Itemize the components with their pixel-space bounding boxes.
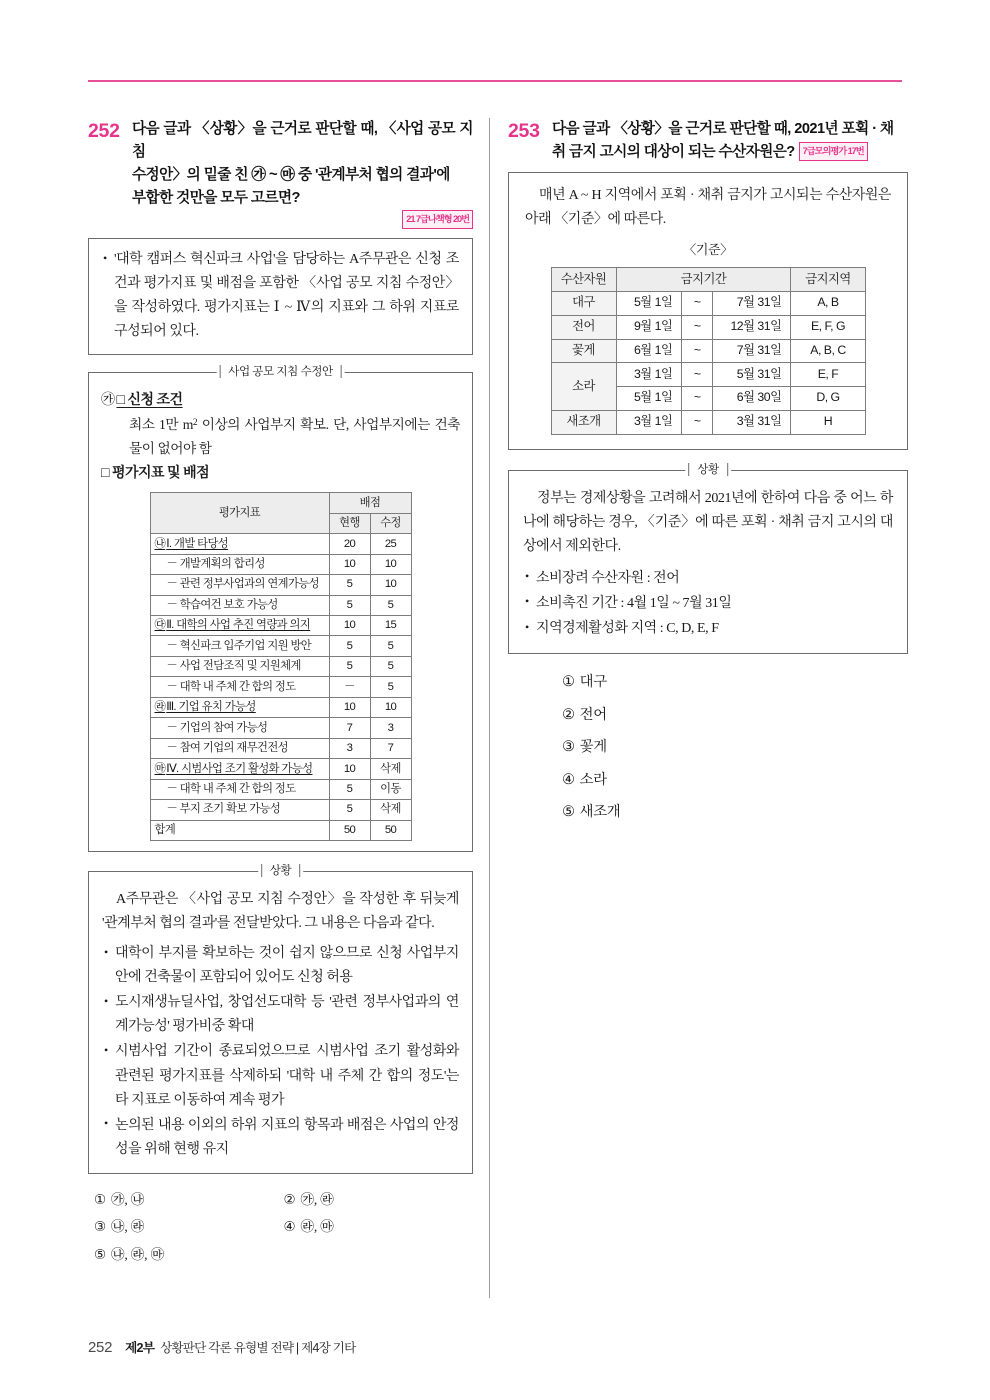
evaluation-row-label: ㉲Ⅳ. 시범사업 조기 활성화 가능성 — [150, 759, 329, 779]
footer-page-number: 252 — [88, 1339, 113, 1356]
footer-chapter: 상황판단 각론 유형별 전략 | 제4장 기타 — [160, 1341, 356, 1355]
passage-bullet-item: • '대학 캠퍼스 혁신파크 사업'을 담당하는 A주무관은 신청 조건과 평가지표 및 배점을 포함한 〈사업 공모 지침 수정안〉을 작성하였다. 평가지표는 Ⅰ ~ Ⅳ의 지표와 그 하위 지표로 구성되어 있다. — [101, 248, 459, 344]
fisheries-row-end: 7월 31일 — [713, 339, 791, 363]
evaluation-table-row — [150, 779, 411, 799]
fisheries-row-start: 3월 1일 — [616, 363, 682, 387]
choice-number: ⑤ — [562, 804, 575, 821]
evaluation-row-current: 5 — [329, 636, 370, 656]
evaluation-row-label: － 기업의 참여 가능성 — [150, 718, 329, 738]
situation-253-bullets — [523, 567, 893, 641]
criteria-box — [508, 172, 908, 450]
question-253-number: 253 — [508, 120, 540, 142]
question-253-situation-box — [508, 463, 908, 654]
question-253-source-badge: 7급모의평가 17번 — [799, 142, 868, 161]
fisheries-row-start: 5월 1일 — [616, 387, 682, 411]
choice-option[interactable] — [284, 1215, 474, 1235]
question-252-number: 252 — [88, 120, 120, 142]
fisheries-row-end: 6월 30일 — [713, 387, 791, 411]
evaluation-table-row — [150, 718, 411, 738]
evaluation-row-label: － 혁신파크 입주기업 지원 방안 — [150, 636, 329, 656]
fisheries-row-resource: 대구 — [551, 292, 616, 316]
right-column — [508, 118, 908, 833]
evaluation-row-label: － 대학 내 주체 간 합의 정도 — [150, 779, 329, 799]
question-252-prompt-line3: 부합한 것만을 모두 고르면? — [132, 190, 300, 207]
evaluation-table-row — [150, 595, 411, 615]
evaluation-header-indicator: 평가지표 — [150, 493, 329, 534]
evaluation-row-revised: 5 — [370, 595, 411, 615]
fisheries-table-row — [551, 410, 865, 434]
evaluation-row-label: － 개발계획의 합리성 — [150, 554, 329, 574]
criteria-intro: 매년 A ~ H 지역에서 포획 · 채취 금지가 고시되는 수산자원은 아래 〈기준〉에 따른다. — [525, 188, 891, 228]
evaluation-row-label: － 참여 기업의 재무건전성 — [150, 738, 329, 758]
evaluation-row-current: 5 — [329, 656, 370, 676]
fisheries-row-area: A, B — [791, 292, 865, 316]
choice-option[interactable] — [562, 768, 908, 789]
choice-number: ② — [283, 1191, 296, 1207]
evaluation-row-current: 5 — [329, 595, 370, 615]
choice-number: ③ — [94, 1219, 106, 1235]
fisheries-row-resource: 새조개 — [551, 410, 616, 434]
fisheries-row-tilde: ~ — [682, 315, 713, 339]
question-252-source-badge: 21 7급나책형 20번 — [402, 210, 473, 229]
evaluation-table-row — [150, 738, 411, 758]
question-252-passage-box — [88, 238, 473, 354]
evaluation-table-row — [150, 759, 411, 779]
choice-text: ㉮, ㉱ — [300, 1191, 334, 1207]
evaluation-header-row-1 — [150, 493, 411, 513]
fisheries-header-area: 금지지역 — [791, 268, 865, 292]
choice-text: 대구 — [579, 674, 607, 691]
guideline-box — [88, 365, 473, 852]
question-252-prompt — [132, 118, 473, 232]
choice-number: ② — [562, 706, 575, 723]
evaluation-row-current: 10 — [329, 697, 370, 717]
choice-option[interactable] — [94, 1215, 284, 1235]
evaluation-table-row — [150, 636, 411, 656]
guideline-section1-body: 최소 1만 $m^2$ 이상의 사업부지 확보. 단, 사업부지에는 건축물이 없어야 함 — [129, 417, 460, 456]
question-252-prompt-line2: 수정안〉의 밑줄 친 ㉮ ~ ㉲ 중 '관계부처 협의 결과'에 — [132, 167, 450, 184]
passage-bullet-list — [101, 248, 459, 344]
situation-253-caption: 상황 — [685, 461, 731, 477]
choice-text: ㉮, ㉯ — [111, 1191, 145, 1207]
evaluation-table-row — [150, 800, 411, 820]
choice-number: ④ — [562, 771, 575, 788]
guideline-box-caption: 사업 공모 지침 수정안 — [216, 363, 345, 379]
choice-number: ① — [94, 1191, 106, 1207]
evaluation-row-mark: ㉱ — [154, 701, 166, 714]
choice-text: ㉯, ㉱, ㉲ — [111, 1246, 164, 1262]
situation-252-bullet-item: • 대학이 부지를 확보하는 것이 쉽지 않으므로 신청 사업부지 안에 건축물이 포함되어 있어도 신청 허용 — [102, 942, 459, 990]
evaluation-table-row — [150, 697, 411, 717]
fisheries-row-tilde: ~ — [682, 410, 713, 434]
evaluation-table-body — [150, 534, 411, 841]
choice-number: ⑤ — [94, 1246, 106, 1262]
evaluation-row-label: － 학습여건 보호 가능성 — [150, 595, 329, 615]
choice-option[interactable] — [562, 735, 908, 756]
fisheries-table-body — [551, 292, 865, 435]
evaluation-row-revised: 15 — [370, 615, 411, 635]
fisheries-row-end: 12월 31일 — [713, 315, 791, 339]
evaluation-total-row — [150, 820, 411, 840]
choice-option[interactable] — [94, 1188, 284, 1208]
question-253-prompt-line2: 취 금지 고시의 대상이 되는 수산자원은? — [552, 144, 795, 161]
fisheries-row-resource: 꽃게 — [551, 339, 616, 363]
situation-252-caption: 상황 — [258, 862, 304, 878]
situation-252-intro: A주무관은 〈사업 공모 지침 수정안〉을 작성한 후 뒤늦게 '관계부처 협의 결과'를 전달받았다. 그 내용은 다음과 같다. — [102, 891, 459, 932]
fisheries-row-end: 3월 31일 — [713, 410, 791, 434]
fisheries-row-tilde: ~ — [682, 363, 713, 387]
left-column — [88, 118, 473, 1263]
evaluation-row-revised: 25 — [370, 534, 411, 554]
evaluation-row-revised: 3 — [370, 718, 411, 738]
evaluation-row-revised: 10 — [370, 697, 411, 717]
evaluation-row-revised: 10 — [370, 575, 411, 595]
fisheries-table-head — [551, 268, 865, 292]
fisheries-row-start: 9월 1일 — [616, 315, 682, 339]
situation-253-bullet-item: • 지역경제활성화 지역 : C, D, E, F — [523, 617, 893, 641]
fisheries-row-resource: 소라 — [551, 363, 616, 411]
evaluation-row-mark: ㉲ — [154, 762, 166, 775]
choice-text: ㉯, ㉱ — [111, 1219, 145, 1235]
fisheries-header-row — [551, 268, 865, 292]
choice-text: ㉱, ㉲ — [300, 1219, 334, 1235]
question-252-prompt-line1: 다음 글과 〈상황〉을 근거로 판단할 때, 〈사업 공모 지침 — [132, 121, 473, 161]
fisheries-row-start: 3월 1일 — [616, 410, 682, 434]
column-separator — [489, 118, 490, 1298]
evaluation-row-revised: 이동 — [370, 779, 411, 799]
choice-text: 새조개 — [579, 804, 621, 821]
evaluation-total-current: 50 — [329, 820, 370, 840]
evaluation-row-mark: ㉰ — [154, 619, 166, 632]
evaluation-row-label: ㉰Ⅱ. 대학의 사업 추진 역량과 의지 — [150, 615, 329, 635]
evaluation-row-label: － 부지 조기 확보 가능성 — [150, 800, 329, 820]
evaluation-table-row — [150, 677, 411, 697]
evaluation-header-points: 배점 — [329, 493, 411, 513]
situation-252-bullet-item: • 시범사업 기간이 종료되었으므로 시범사업 조기 활성화와 관련된 평가지표를 삭제하되 '대학 내 주체 간 합의 정도'는 타 지표로 이동하여 계속 평가 — [102, 1040, 459, 1112]
fisheries-table-row — [551, 292, 865, 316]
evaluation-row-current: 10 — [329, 759, 370, 779]
question-253-choices — [508, 670, 908, 821]
evaluation-row-current: 7 — [329, 718, 370, 738]
fisheries-row-start: 6월 1일 — [616, 339, 682, 363]
question-252-situation-box — [88, 864, 473, 1174]
question-252-header — [88, 118, 473, 232]
fisheries-table — [551, 267, 866, 434]
fisheries-row-area: D, G — [791, 387, 865, 411]
footer-part: 제2부 — [125, 1341, 155, 1355]
choice-option[interactable] — [562, 670, 908, 691]
evaluation-row-revised: 5 — [370, 636, 411, 656]
evaluation-total-revised: 50 — [370, 820, 411, 840]
guideline-section1-heading — [101, 389, 460, 413]
evaluation-row-mark: ㉯ — [154, 537, 166, 550]
fisheries-row-area: A, B, C — [791, 339, 865, 363]
evaluation-row-current: 5 — [329, 575, 370, 595]
choice-option[interactable] — [284, 1188, 474, 1208]
question-252-badge-row — [132, 209, 473, 232]
fisheries-header-resource: 수산자원 — [551, 268, 616, 292]
situation-252-bullet-item: • 도시재생뉴딜사업, 창업선도대학 등 '관련 정부사업과의 연계가능성' 평가비중 확대 — [102, 991, 459, 1039]
evaluation-table-row — [150, 615, 411, 635]
situation-253-bullet-item: • 소비촉진 기간 : 4월 1일 ~ 7월 31일 — [523, 592, 893, 616]
choice-number: ④ — [283, 1219, 296, 1235]
fisheries-row-area: E, F — [791, 363, 865, 387]
choice-number: ① — [562, 674, 575, 691]
question-253-prompt — [552, 118, 908, 164]
criteria-caption: 〈기준〉 — [683, 242, 733, 258]
question-252-choices — [88, 1188, 473, 1263]
evaluation-row-current: 3 — [329, 738, 370, 758]
situation-253-bullet-item: • 소비장려 수산자원 : 전어 — [523, 567, 893, 591]
evaluation-table-row — [150, 575, 411, 595]
situation-252-bullet-item: • 논의된 내용 이외의 하위 지표의 항목과 배점은 사업의 안정성을 위해 현행 유지 — [102, 1114, 459, 1162]
guideline-section1-title: □ 신청 조건 — [116, 392, 183, 408]
evaluation-row-current: － — [329, 677, 370, 697]
evaluation-table-head — [150, 493, 411, 534]
situation-253-intro: 정부는 경제상황을 고려해서 2021년에 한하여 다음 중 어느 하나에 해당하는 경우, 〈기준〉에 따른 포획 · 채취 금지 고시의 대상에서 제외한다. — [523, 490, 893, 554]
question-253-prompt-line1: 다음 글과 〈상황〉을 근거로 판단할 때, 2021년 포획 · 채 — [552, 121, 894, 137]
evaluation-table-row — [150, 554, 411, 574]
fisheries-row-resource: 전어 — [551, 315, 616, 339]
evaluation-row-revised: 5 — [370, 677, 411, 697]
evaluation-table — [150, 492, 412, 841]
choice-option[interactable] — [562, 703, 908, 724]
choice-text: 전어 — [579, 706, 607, 723]
evaluation-row-revised: 삭제 — [370, 759, 411, 779]
evaluation-table-row — [150, 656, 411, 676]
fisheries-table-row — [551, 315, 865, 339]
evaluation-total-label: 합계 — [150, 820, 329, 840]
evaluation-row-revised: 7 — [370, 738, 411, 758]
fisheries-header-period: 금지기간 — [616, 268, 791, 292]
fisheries-row-tilde: ~ — [682, 387, 713, 411]
guideline-section2-heading: □ 평가지표 및 배점 — [101, 466, 210, 482]
evaluation-row-label: ㉯Ⅰ. 개발 타당성 — [150, 534, 329, 554]
fisheries-row-tilde: ~ — [682, 339, 713, 363]
evaluation-row-current: 10 — [329, 554, 370, 574]
fisheries-row-area: E, F, G — [791, 315, 865, 339]
choice-text: 꽃게 — [579, 739, 607, 756]
situation-252-bullets — [102, 942, 459, 1162]
evaluation-row-label: － 사업 전담조직 및 지원체계 — [150, 656, 329, 676]
fisheries-row-end: 7월 31일 — [713, 292, 791, 316]
evaluation-row-revised: 10 — [370, 554, 411, 574]
evaluation-header-revised: 수정 — [370, 513, 411, 533]
evaluation-row-label: ㉱Ⅲ. 기업 유치 가능성 — [150, 697, 329, 717]
fisheries-row-tilde: ~ — [682, 292, 713, 316]
page-footer — [88, 1337, 355, 1356]
evaluation-row-current: 20 — [329, 534, 370, 554]
evaluation-row-revised: 5 — [370, 656, 411, 676]
evaluation-row-label: － 관련 정부사업과의 연계가능성 — [150, 575, 329, 595]
evaluation-row-current: 5 — [329, 779, 370, 799]
guideline-section1-mark: ㉮ — [101, 392, 115, 408]
evaluation-table-row — [150, 534, 411, 554]
fisheries-table-row — [551, 339, 865, 363]
top-accent-rule — [88, 80, 902, 82]
evaluation-row-label: － 대학 내 주체 간 합의 정도 — [150, 677, 329, 697]
evaluation-header-current: 현행 — [329, 513, 370, 533]
fisheries-table-row — [551, 363, 865, 387]
choice-number: ③ — [562, 739, 575, 756]
choice-option[interactable] — [94, 1243, 284, 1263]
choice-text: 소라 — [579, 771, 607, 788]
fisheries-row-start: 5월 1일 — [616, 292, 682, 316]
evaluation-row-revised: 삭제 — [370, 800, 411, 820]
evaluation-row-current: 10 — [329, 615, 370, 635]
fisheries-row-area: H — [791, 410, 865, 434]
choice-option[interactable] — [562, 800, 908, 821]
question-253-header — [508, 118, 908, 164]
evaluation-row-current: 5 — [329, 800, 370, 820]
fisheries-row-end: 5월 31일 — [713, 363, 791, 387]
